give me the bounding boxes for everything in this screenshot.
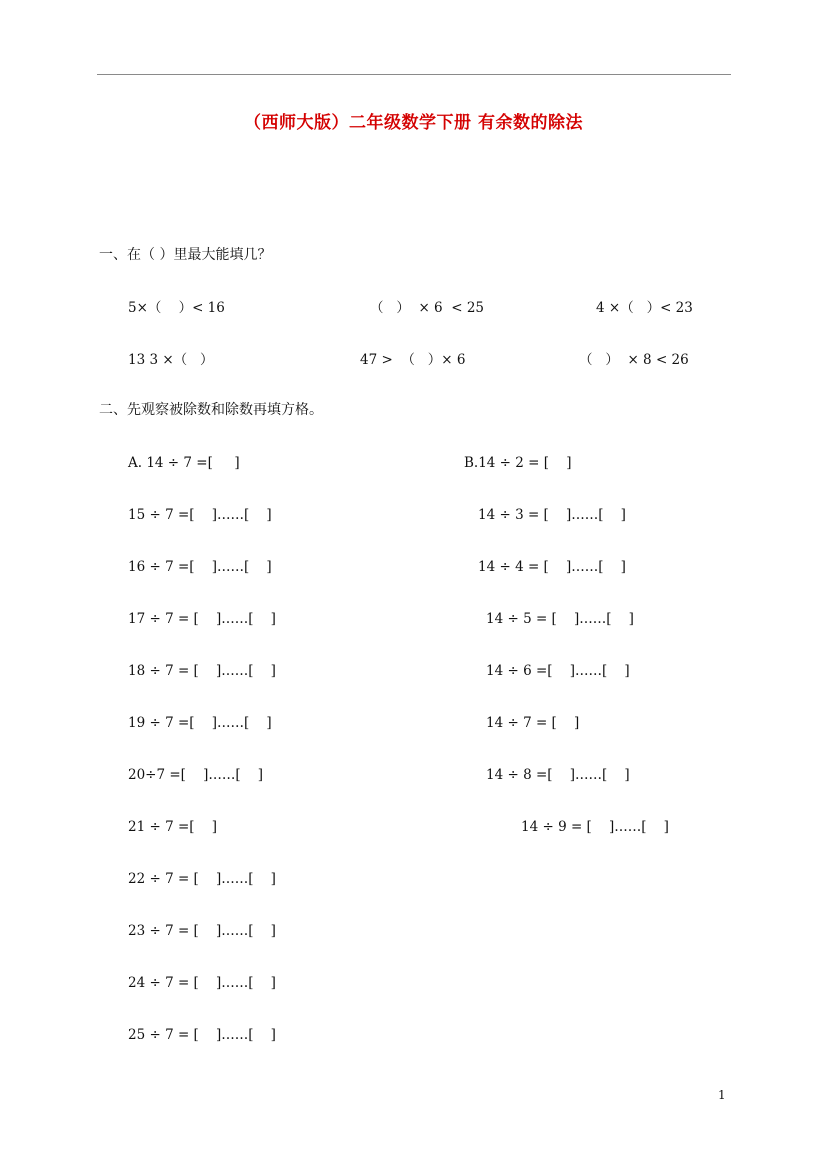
page-title: （西师大版）二年级数学下册 有余数的除法 bbox=[244, 113, 583, 133]
division-left-12: 25 ÷ 7 = [ ]……[ ] bbox=[128, 1027, 276, 1043]
question-1-5: 47 > （ ）× 6 bbox=[360, 352, 466, 368]
division-left-2: 15 ÷ 7 =[ ]……[ ] bbox=[128, 507, 272, 523]
question-1-3: 4 ×（ ）< 23 bbox=[596, 300, 693, 316]
division-right-2: 14 ÷ 3 = [ ]……[ ] bbox=[478, 507, 626, 523]
question-1-4: 13 3 ×（ ） bbox=[128, 352, 214, 368]
division-right-6: 14 ÷ 7 = [ ] bbox=[486, 715, 580, 731]
division-right-7: 14 ÷ 8 =[ ]……[ ] bbox=[486, 767, 630, 783]
division-left-3: 16 ÷ 7 =[ ]……[ ] bbox=[128, 559, 272, 575]
division-left-4: 17 ÷ 7 = [ ]……[ ] bbox=[128, 611, 276, 627]
division-left-1: A. 14 ÷ 7 =[ ] bbox=[128, 455, 240, 471]
division-left-6: 19 ÷ 7 =[ ]……[ ] bbox=[128, 715, 272, 731]
division-right-5: 14 ÷ 6 =[ ]……[ ] bbox=[486, 663, 630, 679]
question-1-2: （ ） × 6 < 25 bbox=[370, 300, 485, 316]
division-right-3: 14 ÷ 4 = [ ]……[ ] bbox=[478, 559, 626, 575]
division-right-4: 14 ÷ 5 = [ ]……[ ] bbox=[486, 611, 634, 627]
division-right-1: B.14 ÷ 2 = [ ] bbox=[464, 455, 572, 471]
question-1-1: 5×（ ）< 16 bbox=[128, 300, 225, 316]
page-number: 1 bbox=[718, 1088, 726, 1102]
section-1-heading: 一、在（ ）里最大能填几？ bbox=[99, 247, 272, 263]
division-right-8: 14 ÷ 9 = [ ]……[ ] bbox=[521, 819, 669, 835]
division-left-11: 24 ÷ 7 = [ ]……[ ] bbox=[128, 975, 276, 991]
division-left-5: 18 ÷ 7 = [ ]……[ ] bbox=[128, 663, 276, 679]
division-left-10: 23 ÷ 7 = [ ]……[ ] bbox=[128, 923, 276, 939]
section-2-heading: 二、先观察被除数和除数再填方格。 bbox=[99, 402, 323, 418]
division-left-9: 22 ÷ 7 = [ ]……[ ] bbox=[128, 871, 276, 887]
header-rule bbox=[97, 74, 731, 75]
division-left-8: 21 ÷ 7 =[ ] bbox=[128, 819, 217, 835]
question-1-6: （ ） × 8 < 26 bbox=[579, 352, 689, 368]
division-left-7: 20÷7 =[ ]……[ ] bbox=[128, 767, 264, 783]
